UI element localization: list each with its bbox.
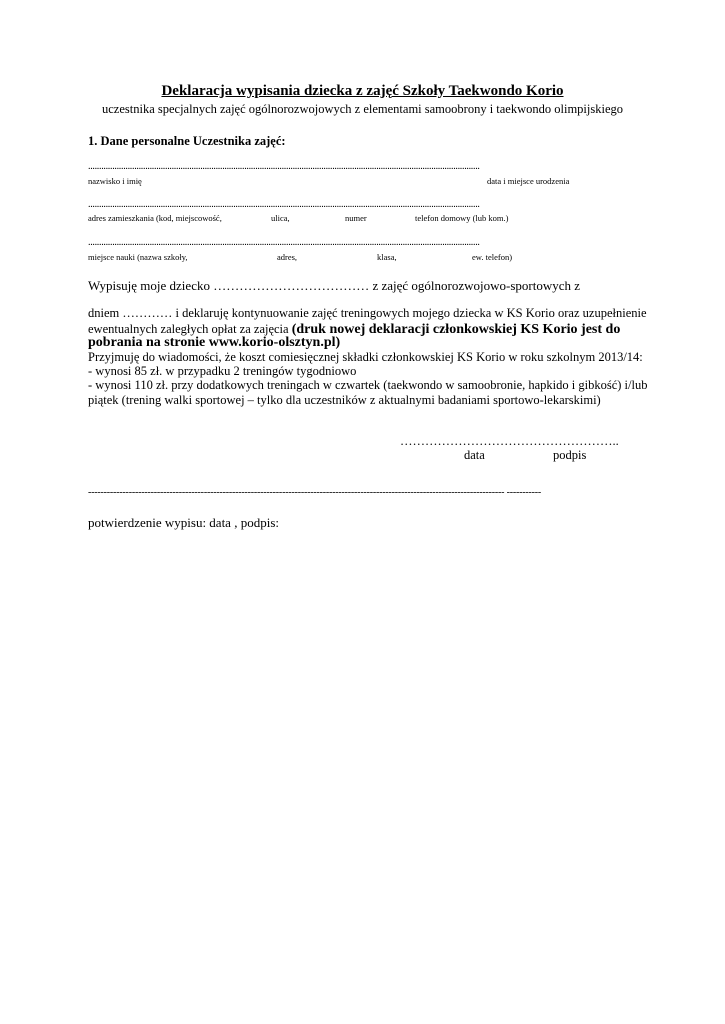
signature-date-label: data (464, 448, 485, 462)
cut-separator: ------------------------------------------------------------------------------------------------------------------------------------- ----------- (88, 488, 542, 498)
address-label: adres zamieszkania (kod, miejscowość, (88, 213, 222, 223)
signature-dotted-line: …………………………………………….. (400, 434, 619, 448)
document-title: Deklaracja wypisania dziecka z zajęć Szkoły Taekwondo Korio (161, 83, 564, 99)
confirmation-label: potwierdzenie wypisu: data , podpis: (88, 515, 279, 530)
fee-option-2-cont: piątek (trening walki sportowej – tylko dla uczestników z aktualnymi badaniami sportowo-lekarskimi) (88, 393, 601, 407)
class-label: klasa, (377, 252, 397, 262)
signature-sign-label: podpis (553, 448, 587, 462)
home-phone-label: telefon domowy (lub kom.) (415, 213, 509, 223)
school-dotted-line: .................................................................................................................................................................................. (88, 238, 480, 248)
number-label: numer (345, 213, 367, 223)
street-label: ulica, (271, 213, 290, 223)
fee-option-1: - wynosi 85 zł. w przypadku 2 treningów tygodniowo (88, 364, 357, 378)
address-dotted-line: .................................................................................................................................................................................. (88, 200, 480, 210)
declaration-line-2: dniem ………… i deklaruję kontynuowanie zajęć treningowych mojego dziecka w KS Korio oraz uzupełnienie (88, 306, 647, 320)
declaration-line-3-regular: ewentualnych zaległych opłat za zajęcia (88, 322, 292, 336)
declaration-line-1: Wypisuję moje dziecko ……………………………… z zajęć ogólnorozwojowo-sportowych z (88, 278, 581, 293)
declaration-line-3-bold: (druk nowej deklaracji członkowskiej KS Korio jest do (291, 322, 621, 337)
document-subtitle: uczestnika specjalnych zajęć ogólnorozwojowych z elementami samoobrony i taekwondo olimpijskiego (101, 102, 624, 116)
school-label: miejsce nauki (nazwa szkoły, (88, 252, 188, 262)
declaration-line-4: pobrania na stronie www.korio-olsztyn.pl) (88, 335, 341, 350)
section-heading: 1. Dane personalne Uczestnika zajęć: (88, 134, 286, 148)
school-address-label: adres, (277, 252, 298, 262)
school-phone-label: ew. telefon) (472, 252, 513, 262)
name-dotted-line: .................................................................................................................................................................................. (88, 162, 480, 172)
fee-option-2: - wynosi 110 zł. przy dodatkowych treningach w czwartek (taekwondo w samoobronie, hapkido i gibkość) i/lub (88, 378, 648, 392)
fee-info-line: Przyjmuję do wiadomości, że koszt comiesięcznej składki członkowskiej KS Korio w roku szkolnym 2013/14: (88, 350, 643, 364)
birth-label: data i miejsce urodzenia (487, 176, 570, 186)
name-label: nazwisko i imię (88, 176, 142, 186)
